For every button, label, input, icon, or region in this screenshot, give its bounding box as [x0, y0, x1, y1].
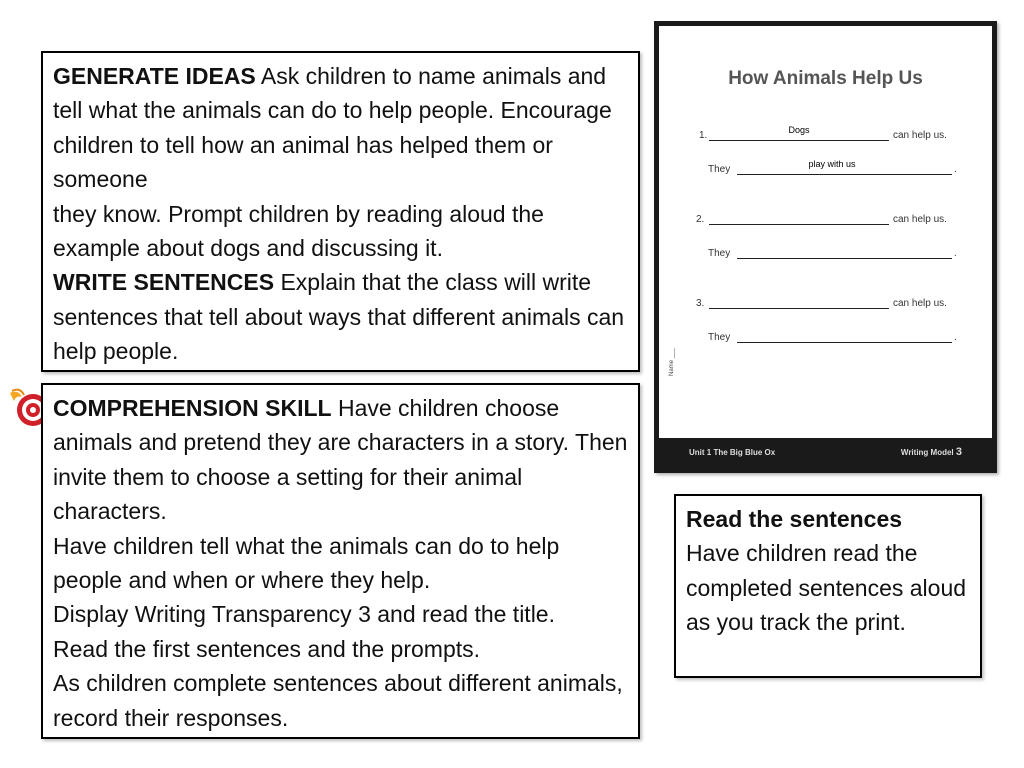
worksheet-they-label: They — [708, 332, 731, 343]
worksheet-item-tail: can help us. — [893, 130, 947, 141]
worksheet-they-label: They — [708, 164, 731, 175]
generate-ideas-paragraph — [53, 59, 628, 197]
worksheet-item-tail: can help us. — [893, 214, 947, 225]
worksheet-footer-number: 3 — [955, 446, 962, 458]
comprehension-text-5: As children complete sentences about different animals, record their responses. — [53, 670, 623, 731]
worksheet-blank-line — [737, 174, 952, 175]
comprehension-text: Have children choose animals and pretend they are characters in a story. Then invite them to choose a setting for their animal characters. — [53, 395, 628, 525]
worksheet-fill-text: Dogs — [788, 125, 810, 135]
comprehension-heading: COMPREHENSION SKILL — [53, 395, 332, 421]
worksheet-blank-line — [709, 224, 889, 225]
generate-ideas-heading: GENERATE IDEAS — [53, 63, 256, 89]
read-sentences-heading: Read the sentences — [686, 506, 903, 532]
comprehension-text-2: Have children tell what the animals can do to help people and when or where they help. — [53, 532, 560, 594]
worksheet-blank-line — [737, 258, 952, 259]
comprehension-paragraph — [53, 391, 628, 529]
worksheet-title: How Animals Help Us — [728, 68, 923, 89]
write-sentences-heading: WRITE SENTENCES — [53, 269, 275, 296]
worksheet-footer — [659, 437, 992, 467]
writing-transparency-image — [654, 21, 997, 473]
worksheet-item-number: 1. — [699, 130, 708, 141]
generate-ideas-text: Ask children to name animals and tell what the animals can do to help people. Encourage children to tell how an animal has helped them or someone — [53, 63, 612, 193]
generate-ideas-box — [41, 51, 640, 372]
generate-ideas-text-2: they know. Prompt children by reading aloud the example about dogs and discussing it. — [53, 200, 544, 262]
worksheet-fill-text: play with us — [808, 159, 856, 169]
comprehension-text-4: Read the first sentences and the prompts. — [53, 635, 481, 662]
worksheet-item-number: 2. — [696, 214, 705, 225]
worksheet-item-tail: can help us. — [893, 298, 947, 309]
worksheet-footer-left: Unit 1 The Big Blue Ox — [689, 447, 776, 457]
read-sentences-text: Have children read the completed sentences aloud as you track the print. — [686, 540, 967, 636]
worksheet-page: How Animals Help Us 1. Dogs can help us. They play with us . 2. can help us. They . 3. can help us. They . Name ___ — [659, 26, 992, 438]
worksheet-item-number: 3. — [696, 298, 705, 309]
worksheet-blank-line — [709, 308, 889, 309]
worksheet-blank-line — [709, 140, 889, 141]
worksheet-they-label: They — [708, 248, 731, 259]
write-sentences-text: Explain that the class will write sentences that tell about ways that different animals can help people. — [53, 269, 625, 365]
read-the-sentences-box — [674, 494, 982, 678]
worksheet-side-text: Name ___ — [669, 348, 675, 376]
comprehension-text-3: Display Writing Transparency 3 and read the title. — [53, 601, 555, 628]
write-sentences-paragraph — [53, 265, 628, 368]
worksheet-footer-right: Writing Model 3 — [900, 446, 962, 458]
comprehension-skill-box — [41, 383, 640, 739]
worksheet-blank-line — [737, 342, 952, 343]
